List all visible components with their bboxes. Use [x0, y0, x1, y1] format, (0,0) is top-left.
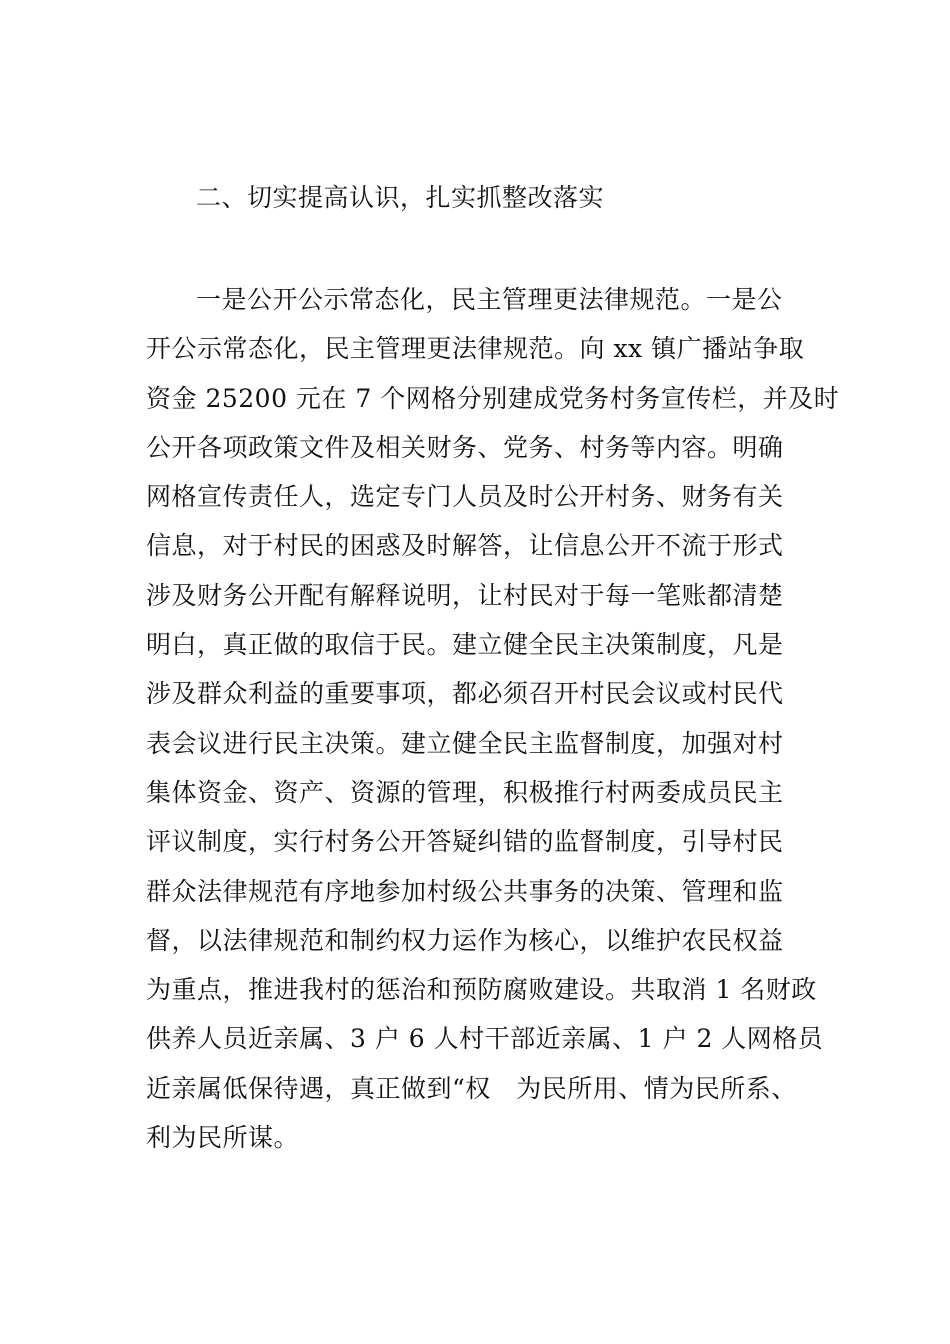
paragraph-line: 督，以法律规范和制约权力运作为核心，以维护农民权益: [146, 925, 784, 955]
section-heading: 二、切实提高认识，扎实抓整改落实: [196, 183, 605, 212]
paragraph-line: 评议制度，实行村务公开答疑纠错的监督制度，引导村民: [146, 827, 784, 857]
paragraph-line: 资金 25200 元在 7 个网格分别建成党务村务宣传栏，并及时: [146, 383, 840, 413]
paragraph-line: 信息，对于村民的困惑及时解答，让信息公开不流于形式: [146, 531, 784, 561]
paragraph-line: 一是公开公示常态化，民主管理更法律规范。一是公: [196, 285, 783, 314]
paragraph-line: 群众法律规范有序地参加村级公共事务的决策、管理和监: [146, 876, 784, 906]
paragraph-line: 供养人员近亲属、3 户 6 人村干部近亲属、1 户 2 人网格员: [146, 1024, 824, 1054]
paragraph-line: 公开各项政策文件及相关财务、党务、村务等内容。明确: [146, 432, 784, 462]
paragraph-line: 为重点，推进我村的惩治和预防腐败建设。共取消 1 名财政: [146, 975, 817, 1005]
paragraph-line: 近亲属低保待遇，真正做到“权 为民所用、情为民所系、: [146, 1073, 797, 1103]
paragraph-line: 涉及群众利益的重要事项，都必须召开村民会议或村民代: [146, 679, 784, 709]
body-paragraph: [146, 280, 840, 1167]
paragraph-line: 网格宣传责任人，选定专门人员及时公开村务、财务有关: [146, 482, 784, 512]
paragraph-line: 利为民所谋。: [146, 1123, 300, 1153]
paragraph-line: 集体资金、资产、资源的管理，积极推行村两委成员民主: [146, 777, 784, 807]
paragraph-line: 涉及财务公开配有解释说明，让村民对于每一笔账都清楚: [146, 580, 784, 610]
paragraph-line: 开公示常态化，民主管理更法律规范。向 xx 镇广播站争取: [146, 334, 805, 364]
paragraph-line: 表会议进行民主决策。建立健全民主监督制度，加强对村: [146, 728, 784, 758]
paragraph-line: 明白，真正做的取信于民。建立健全民主决策制度，凡是: [146, 630, 784, 660]
